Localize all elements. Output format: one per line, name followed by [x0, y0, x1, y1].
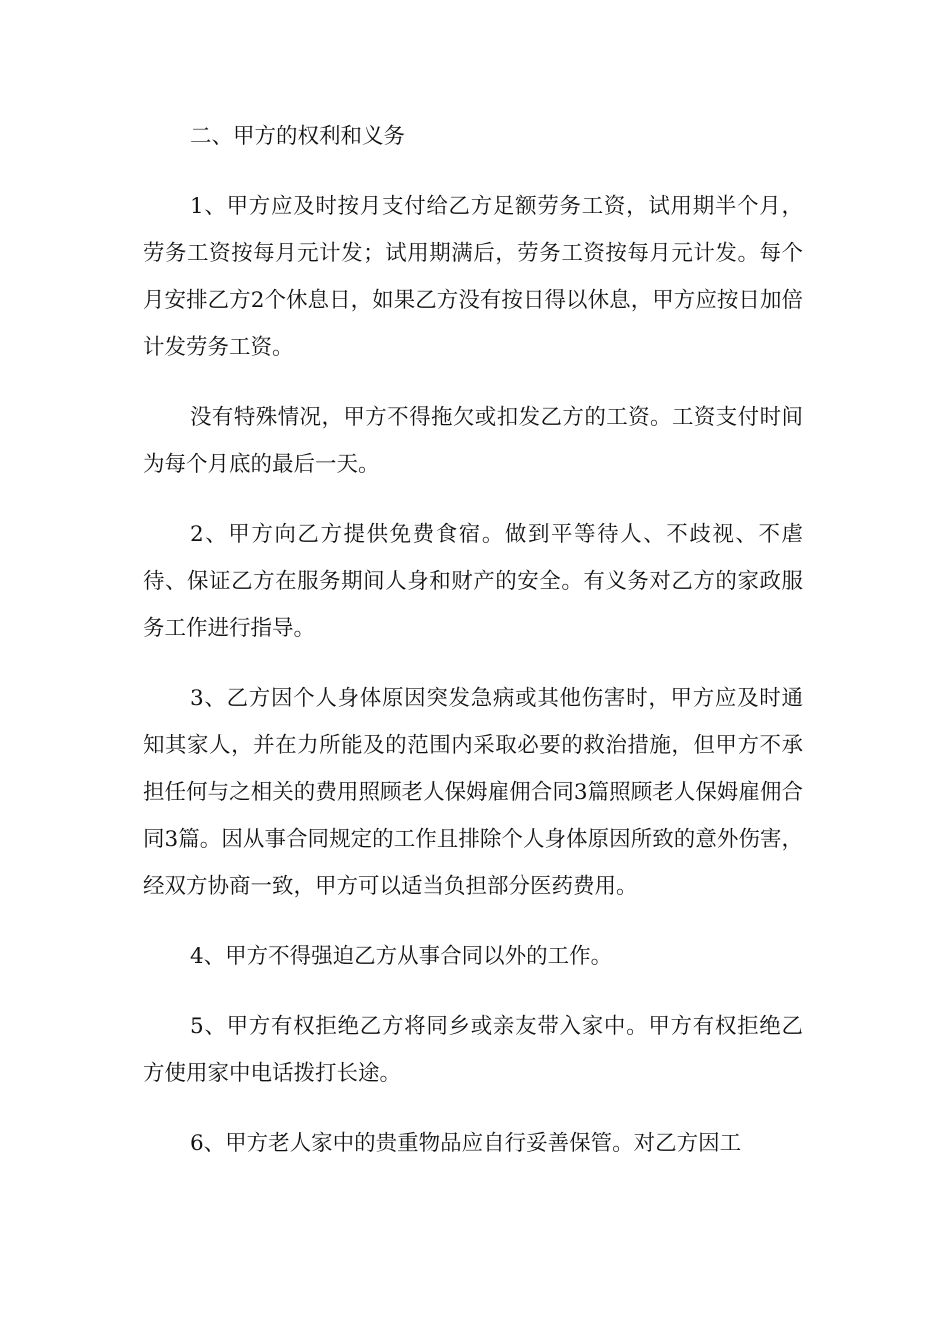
section-heading: 二、甲方的权利和义务: [190, 124, 406, 149]
wage-payment-paragraph: 没有特殊情况，甲方不得拖欠或扣发乙方的工资。工资支付时间为每个月底的最后一天。: [143, 405, 803, 477]
clause-5-paragraph: 5、甲方有权拒绝乙方将同乡或亲友带入家中。甲方有权拒绝乙方使用家中电话拨打长途。: [143, 1014, 803, 1086]
clause-4-paragraph: 4、甲方不得强迫乙方从事合同以外的工作。: [190, 944, 613, 969]
clause-3-paragraph: 3、乙方因个人身体原因突发急病或其他伤害时，甲方应及时通知其家人，并在力所能及的范围内采取必要的救治措施，但甲方不承担任何与之相关的费用照顾老人保姆雇佣合同3篇照顾老人保姆雇佣合同3篇。因从事合同规定的工作且排除个人身体原因所致的意外伤害，经双方协商一致，甲方可以适当负担部分医药费用。: [143, 686, 803, 899]
clause-6-paragraph: 6、甲方老人家中的贵重物品应自行妥善保管。对乙方因工: [190, 1131, 742, 1156]
document-body: [143, 113, 803, 1190]
clause-2-paragraph: 2、甲方向乙方提供免费食宿。做到平等待人、不歧视、不虐待、保证乙方在服务期间人身和财产的安全。有义务对乙方的家政服务工作进行指导。: [143, 522, 803, 641]
clause-1-paragraph: 1、甲方应及时按月支付给乙方足额劳务工资，试用期半个月，劳务工资按每月元计发；试用期满后，劳务工资按每月元计发。每个月安排乙方2个休息日，如果乙方没有按日得以休息，甲方应按日加倍计发劳务工资。: [143, 194, 803, 360]
